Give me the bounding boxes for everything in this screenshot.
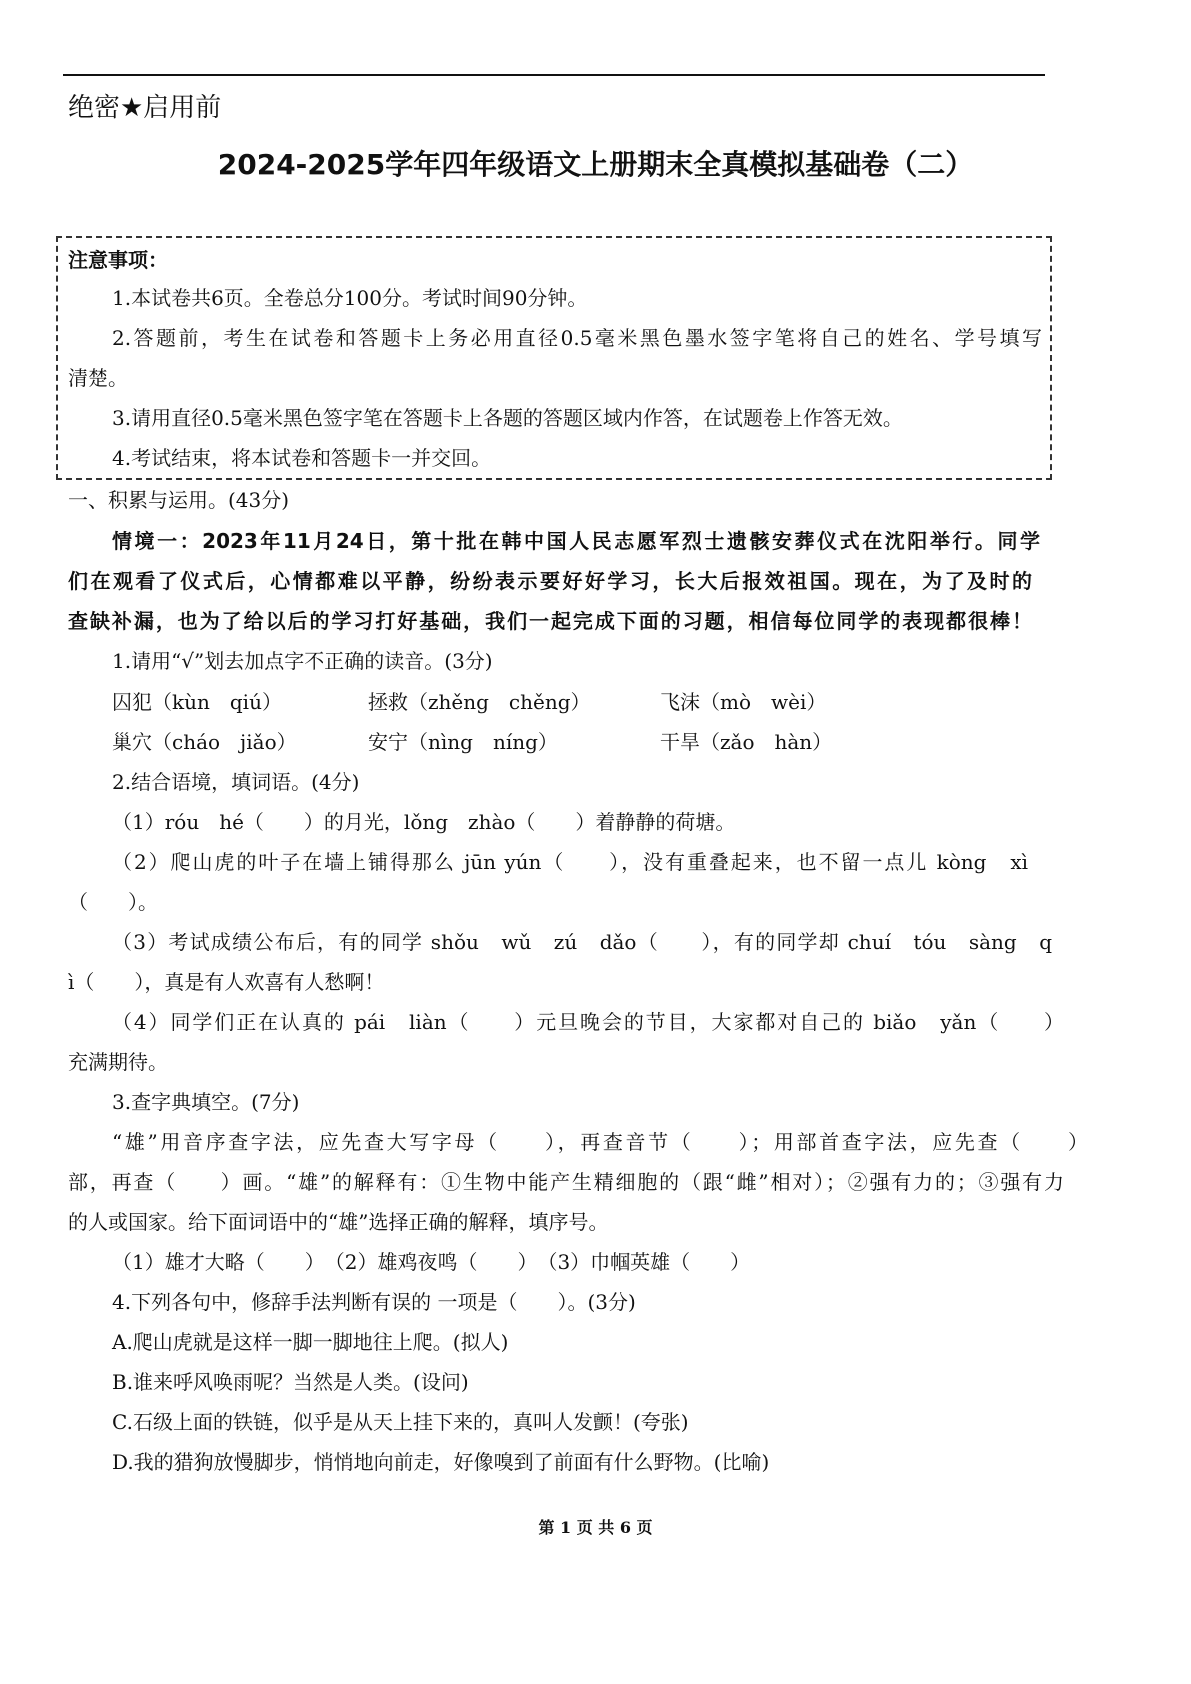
notice-item: 4.考试结束，将本试卷和答题卡一并交回。	[112, 446, 492, 470]
q2-line: （3）考试成绩公布后，有的同学 shǒu wǔ zú dǎo（ ），有的同学却 chuí tóu sàng q	[112, 930, 1052, 954]
q2-line: （1）róu hé（ ）的月光，lǒng zhào（ ）着静静的荷塘。	[112, 810, 736, 834]
q1-option: 安宁（nìng níng）	[368, 730, 558, 754]
question-4: 4.下列各句中，修辞手法判断有误的 一项是（ ）。(3分)	[112, 1290, 636, 1314]
q4-option: C.石级上面的铁链，似乎是从天上挂下来的，真叫人发颤！(夸张)	[112, 1410, 689, 1434]
question-3: 3.查字典填空。(7分)	[112, 1090, 300, 1114]
q3-line: 部，再查（ ）画。“雄”的解释有：①生物中能产生精细胞的（跟“雌”相对）；②强有力的；③强有力	[68, 1170, 1064, 1194]
context-line: 查缺补漏，也为了给以后的学习打好基础，我们一起完成下面的习题，相信每位同学的表现都很棒！	[68, 609, 1032, 633]
question-1: 1.请用“√”划去加点字不正确的读音。(3分)	[112, 649, 493, 673]
context-line: 情境一：2023年11月24日，第十批在韩中国人民志愿军烈士遗骸安葬仪式在沈阳举行。同学	[112, 529, 1040, 553]
q1-option: 拯救（zhěng chěng）	[368, 690, 591, 714]
q2-line: ì（ ），真是有人欢喜有人愁啊！	[68, 970, 385, 994]
notice-item: 清楚。	[68, 366, 128, 390]
q3-line: “雄”用音序查字法，应先查大写字母（ ），再查音节（ ）；用部首查字法，应先查（ ）	[112, 1130, 1088, 1154]
notice-heading: 注意事项：	[68, 248, 168, 272]
q1-option: 囚犯（kùn qiú）	[112, 690, 282, 714]
q1-option: 飞沫（mò wèi）	[660, 690, 827, 714]
q1-option: 干旱（zǎo hàn）	[660, 730, 833, 754]
q3-line: 的人或国家。给下面词语中的“雄”选择正确的解释，填序号。	[68, 1210, 609, 1234]
notice-item: 2.答题前，考生在试卷和答题卡上务必用直径0.5毫米黑色墨水签字笔将自己的姓名、学号填写	[112, 326, 1042, 350]
page-title: 2024-2025学年四年级语文上册期末全真模拟基础卷（二）	[217, 148, 974, 181]
q2-line: （4）同学们正在认真的 pái liàn（ ）元旦晚会的节目，大家都对自己的 biǎo yǎn（ ）	[112, 1010, 1064, 1034]
q4-option: D.我的猎狗放慢脚步，悄悄地向前走，好像嗅到了前面有什么野物。(比喻)	[112, 1450, 770, 1474]
q2-line: （2）爬山虎的叶子在墙上铺得那么 jūn yún（ ），没有重叠起来，也不留一点儿 kòng xì	[112, 850, 1028, 874]
top-rule	[63, 74, 1045, 76]
section-heading: 一、积累与运用。(43分)	[68, 488, 290, 512]
notice-item: 1.本试卷共6页。全卷总分100分。考试时间90分钟。	[112, 286, 588, 310]
page-number: 第 1 页 共 6 页	[538, 1518, 653, 1537]
q3-line: （1）雄才大略（ ） （2）雄鸡夜鸣（ ） （3）巾帼英雄（ ）	[112, 1250, 751, 1274]
q1-option: 巢穴（cháo jiǎo）	[112, 730, 297, 754]
q2-line: （ ）。	[68, 890, 158, 914]
secret-label: 绝密★启用前	[68, 93, 222, 123]
notice-item: 3.请用直径0.5毫米黑色签字笔在答题卡上各题的答题区域内作答，在试题卷上作答无效。	[112, 406, 903, 430]
q4-option: B.谁来呼风唤雨呢？当然是人类。(设问)	[112, 1370, 469, 1394]
context-line: 们在观看了仪式后，心情都难以平静，纷纷表示要好好学习，长大后报效祖国。现在，为了及时的	[68, 569, 1032, 593]
q2-line: 充满期待。	[68, 1050, 168, 1074]
question-2: 2.结合语境，填词语。(4分)	[112, 770, 360, 794]
q4-option: A.爬山虎就是这样一脚一脚地往上爬。(拟人)	[112, 1330, 509, 1354]
